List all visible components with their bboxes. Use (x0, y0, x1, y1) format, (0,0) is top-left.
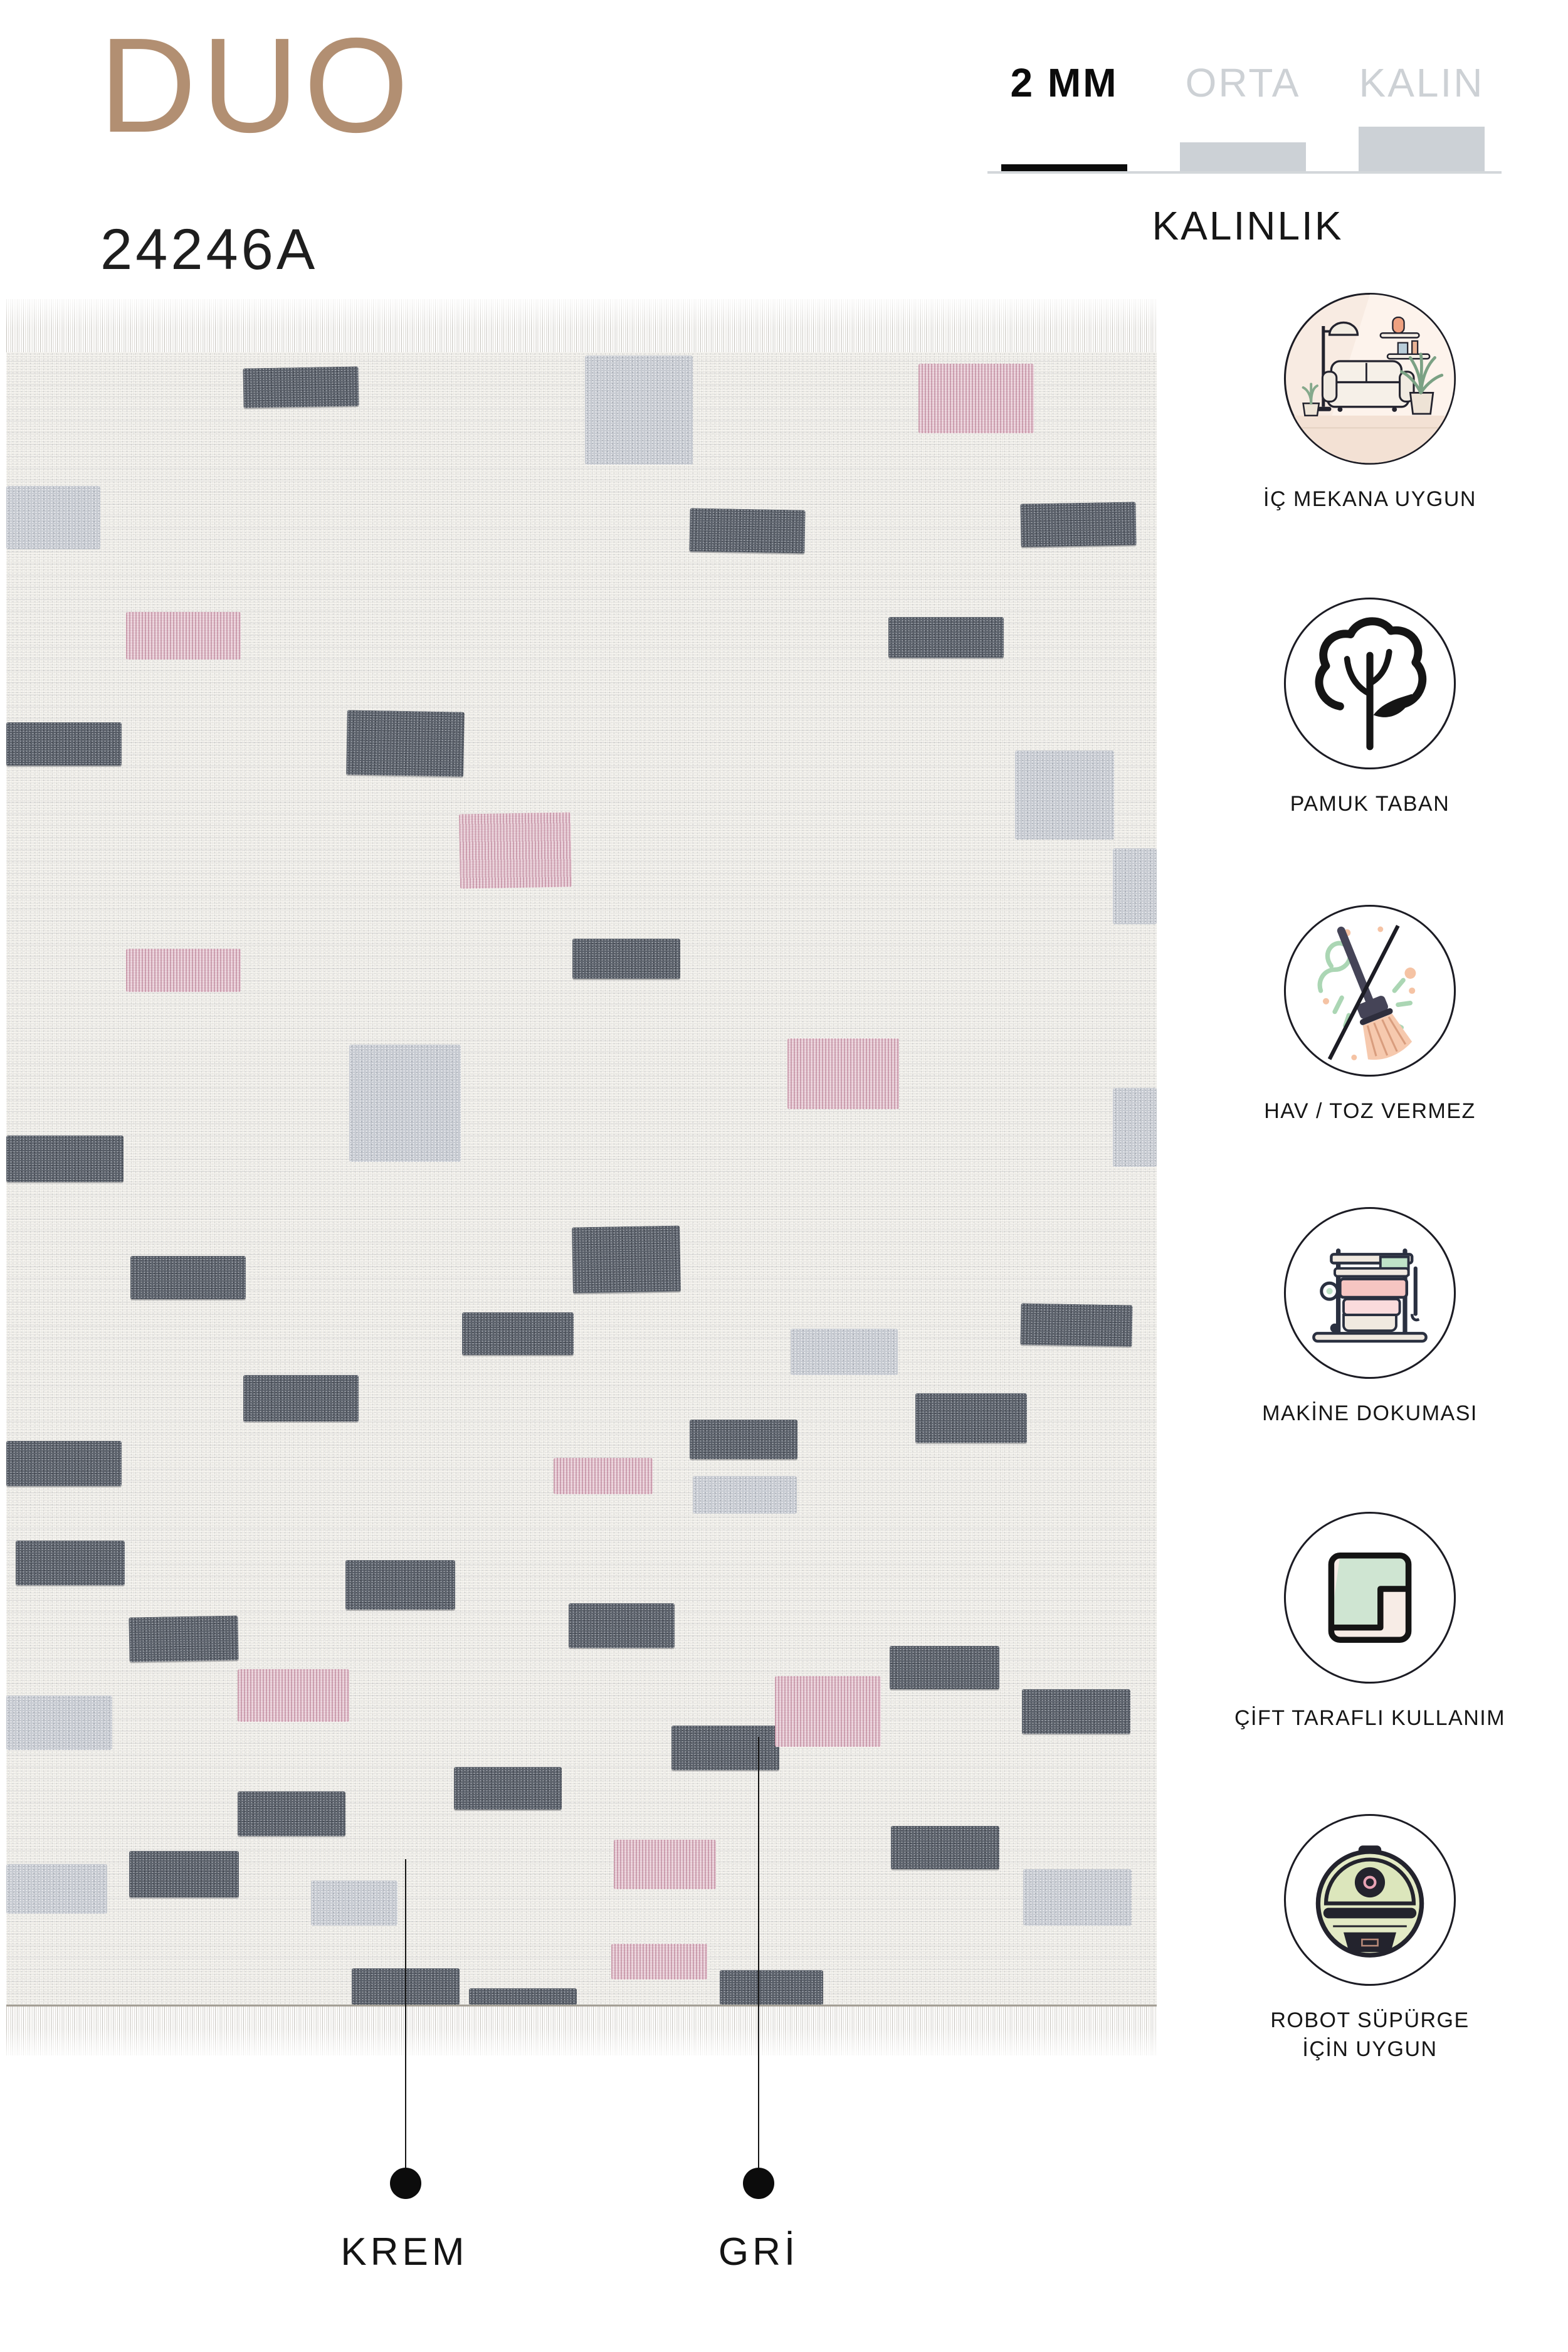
rug-pattern-rect (720, 1970, 823, 2005)
rug-pattern-rect (689, 509, 805, 554)
rug-pattern-rect (462, 1312, 574, 1356)
feature-label: İÇ MEKANA UYGUN (1263, 487, 1476, 511)
callout-line-krem (405, 1859, 406, 2168)
thickness-option-2mm[interactable]: 2 MM (1010, 60, 1118, 105)
double-sided-icon (1282, 1510, 1458, 1685)
rug-pattern-rect (693, 1476, 796, 1514)
callout-dot-krem (390, 2168, 421, 2199)
rug-pattern-rect (891, 1826, 999, 1869)
rug-pattern-rect (554, 1458, 653, 1494)
indoor-room-icon (1282, 291, 1458, 467)
rug-pattern-rect (130, 1256, 246, 1299)
thickness-bar-medium (1180, 142, 1306, 171)
rug-pattern-rect (346, 710, 465, 776)
rug-pattern-rect (890, 1646, 999, 1689)
rug-pattern-rect (16, 1541, 125, 1585)
rug-pattern-rect (572, 1225, 681, 1293)
product-sku: 24246A (100, 218, 318, 282)
rug-body (6, 352, 1157, 2005)
rug-pattern-rect (1022, 1689, 1130, 1734)
rug-pattern-rect (345, 1560, 455, 1610)
rug-pattern-rect (1113, 848, 1157, 924)
swatch-label-gri: GRİ (718, 2230, 799, 2274)
thickness-baseline (987, 171, 1502, 174)
cotton-icon (1282, 596, 1458, 771)
rug-pattern-rect (791, 1329, 898, 1375)
rug-pattern-rect (6, 1864, 107, 1914)
swatch-label-krem: KREM (340, 2230, 468, 2274)
feature-label (1219, 2007, 1520, 2064)
feature-label: ÇİFT TARAFLI KULLANIM (1234, 1706, 1506, 1730)
rug-pattern-rect (614, 1840, 716, 1889)
feature-indoor (1219, 291, 1520, 514)
rug-pattern-rect (238, 1791, 345, 1836)
rug-fringe-bottom (6, 2005, 1157, 2055)
thickness-option-kalin[interactable]: KALIN (1359, 60, 1485, 105)
rug-pattern-rect (888, 617, 1004, 658)
rug-pattern-rect (1021, 1303, 1133, 1346)
rug-pattern-rect (918, 364, 1034, 433)
feature-label: MAKİNE DOKUMASI (1262, 1401, 1478, 1425)
thickness-bar-thin (1001, 164, 1127, 171)
rug-pattern-rect (572, 939, 680, 978)
feature-label: PAMUK TABAN (1290, 792, 1450, 816)
no-lint-broom-icon (1282, 903, 1458, 1078)
rug-pattern-rect (243, 366, 359, 408)
callout-dot-gri (743, 2168, 774, 2199)
rug-pattern-rect (126, 949, 241, 992)
rug-pattern-rect (129, 1851, 238, 1897)
feature-no-lint (1219, 903, 1520, 1126)
thickness-caption: KALINLIK (1152, 203, 1344, 248)
rug-pattern-rect (1015, 751, 1114, 840)
rug-pattern-rect (459, 813, 572, 889)
rug-pattern-rect (915, 1393, 1027, 1443)
rug-pattern-rect (775, 1676, 881, 1747)
thickness-bar-thick (1359, 127, 1485, 171)
callout-line-gri (758, 1737, 759, 2168)
rug-pattern-rect (129, 1615, 239, 1662)
rug-pattern-rect (126, 612, 241, 660)
rug-pattern-rect (6, 1695, 112, 1750)
rug-fringe-top (6, 299, 1157, 354)
rug-pattern-rect (243, 1375, 359, 1421)
rug-pattern-rect (469, 1988, 577, 2005)
rug-pattern-rect (671, 1726, 779, 1770)
rug-pattern-rect (6, 1136, 124, 1182)
feature-robot-vacuum (1219, 1812, 1520, 2064)
feature-label-line: İÇİN UYGUN (1302, 2037, 1438, 2061)
rug-pattern-rect (6, 722, 122, 766)
rug (6, 299, 1157, 2054)
rug-pattern-rect (1023, 1869, 1131, 1926)
feature-machine-woven (1219, 1205, 1520, 1428)
robot-vacuum-icon (1282, 1812, 1458, 1988)
feature-cotton (1219, 596, 1520, 819)
rug-pattern-rect (585, 356, 693, 465)
rug-pattern-rect (6, 486, 100, 549)
rug-pattern-rect (690, 1420, 797, 1459)
rug-pattern-rect (311, 1880, 397, 1925)
rug-pattern-rect (569, 1603, 675, 1648)
feature-label-line: ROBOT SÜPÜRGE (1270, 2008, 1470, 2032)
rug-pattern-rect (787, 1038, 899, 1109)
rug-pattern-rect (238, 1669, 349, 1722)
thickness-option-orta[interactable]: ORTA (1185, 60, 1301, 105)
thickness-selector (987, 60, 1502, 248)
weaving-machine-icon (1282, 1205, 1458, 1381)
feature-label: HAV / TOZ VERMEZ (1264, 1099, 1476, 1123)
rug-pattern-rect (6, 1441, 122, 1485)
rug-pattern-rect (454, 1767, 562, 1810)
rug-pattern-rect (1113, 1088, 1157, 1167)
rug-pattern-rect (1021, 502, 1137, 547)
rug-pattern-rect (611, 1944, 707, 1980)
product-title: DUO (99, 9, 414, 161)
feature-double-sided (1219, 1510, 1520, 1733)
rug-pattern-rect (349, 1045, 461, 1162)
